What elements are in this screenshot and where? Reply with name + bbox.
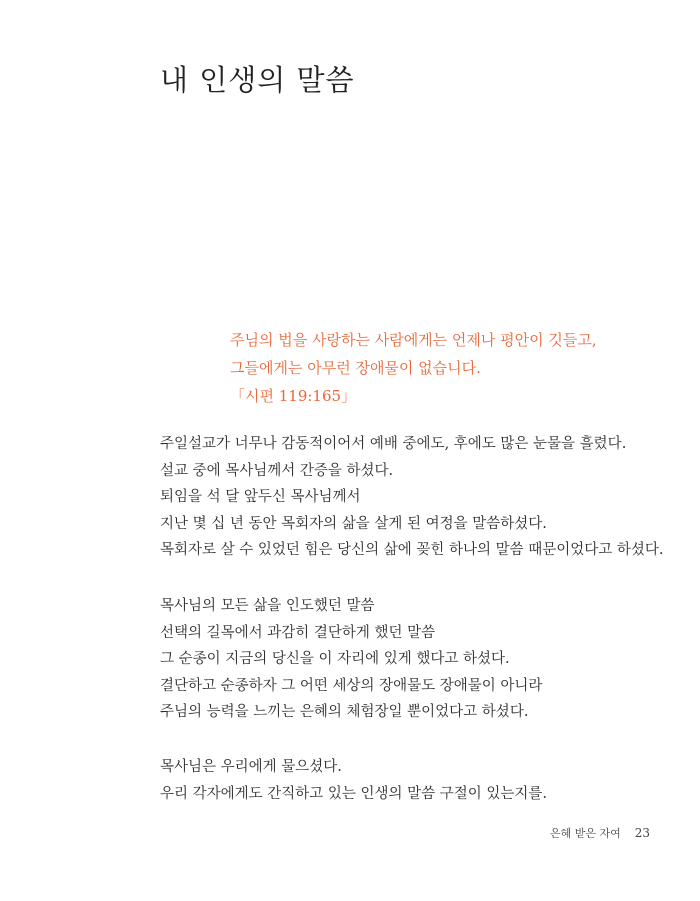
body-line: 결단하고 순종하자 그 어떤 세상의 장애물도 장애물이 아니라 bbox=[160, 677, 543, 694]
quote-citation: 「시편 119:165」 bbox=[230, 387, 357, 405]
body-line: 그 순종이 지금의 당신을 이 자리에 있게 했다고 하셨다. bbox=[160, 651, 510, 667]
body-line: 목사님의 모든 삶을 인도했던 말씀 bbox=[160, 598, 375, 614]
body-line: 목사님은 우리에게 물으셨다. bbox=[160, 759, 342, 775]
body-line: 선택의 길목에서 과감히 결단하게 했던 말씀 bbox=[160, 624, 436, 641]
body-line: 우리 각자에게도 간직하고 있는 인생의 말씀 구절이 있는지를. bbox=[160, 785, 548, 802]
body-paragraph bbox=[160, 431, 680, 564]
page-title: 내 인생의 말씀 bbox=[160, 63, 355, 97]
body-paragraph bbox=[160, 593, 680, 726]
quote-line: 주님의 법을 사랑하는 사람에게는 언제나 평안이 깃들고, bbox=[230, 331, 597, 349]
footer-section-title: 은혜 받은 자여 bbox=[549, 827, 621, 840]
body-line: 주일설교가 너무나 감동적이어서 예배 중에도, 후에도 많은 눈물을 흘렸다. bbox=[160, 436, 627, 452]
scripture-quote bbox=[230, 326, 670, 410]
page-number: 23 bbox=[634, 826, 650, 840]
body-line: 지난 몇 십 년 동안 목회자의 삶을 살게 된 여정을 말씀하셨다. bbox=[160, 515, 547, 532]
body-paragraph bbox=[160, 754, 680, 807]
body-line: 주님의 능력을 느끼는 은혜의 체험장일 뿐이었다고 하셨다. bbox=[160, 704, 529, 720]
body-line: 퇴임을 석 달 앞두신 목사님께서 bbox=[160, 489, 361, 505]
page-footer bbox=[550, 825, 650, 841]
quote-line: 그들에게는 아무런 장애물이 없습니다. bbox=[230, 359, 481, 377]
body-line: 목회자로 살 수 있었던 힘은 당신의 삶에 꽂힌 하나의 말씀 때문이었다고 하셨다. bbox=[160, 542, 664, 558]
body-line: 설교 중에 목사님께서 간증을 하셨다. bbox=[160, 462, 394, 479]
